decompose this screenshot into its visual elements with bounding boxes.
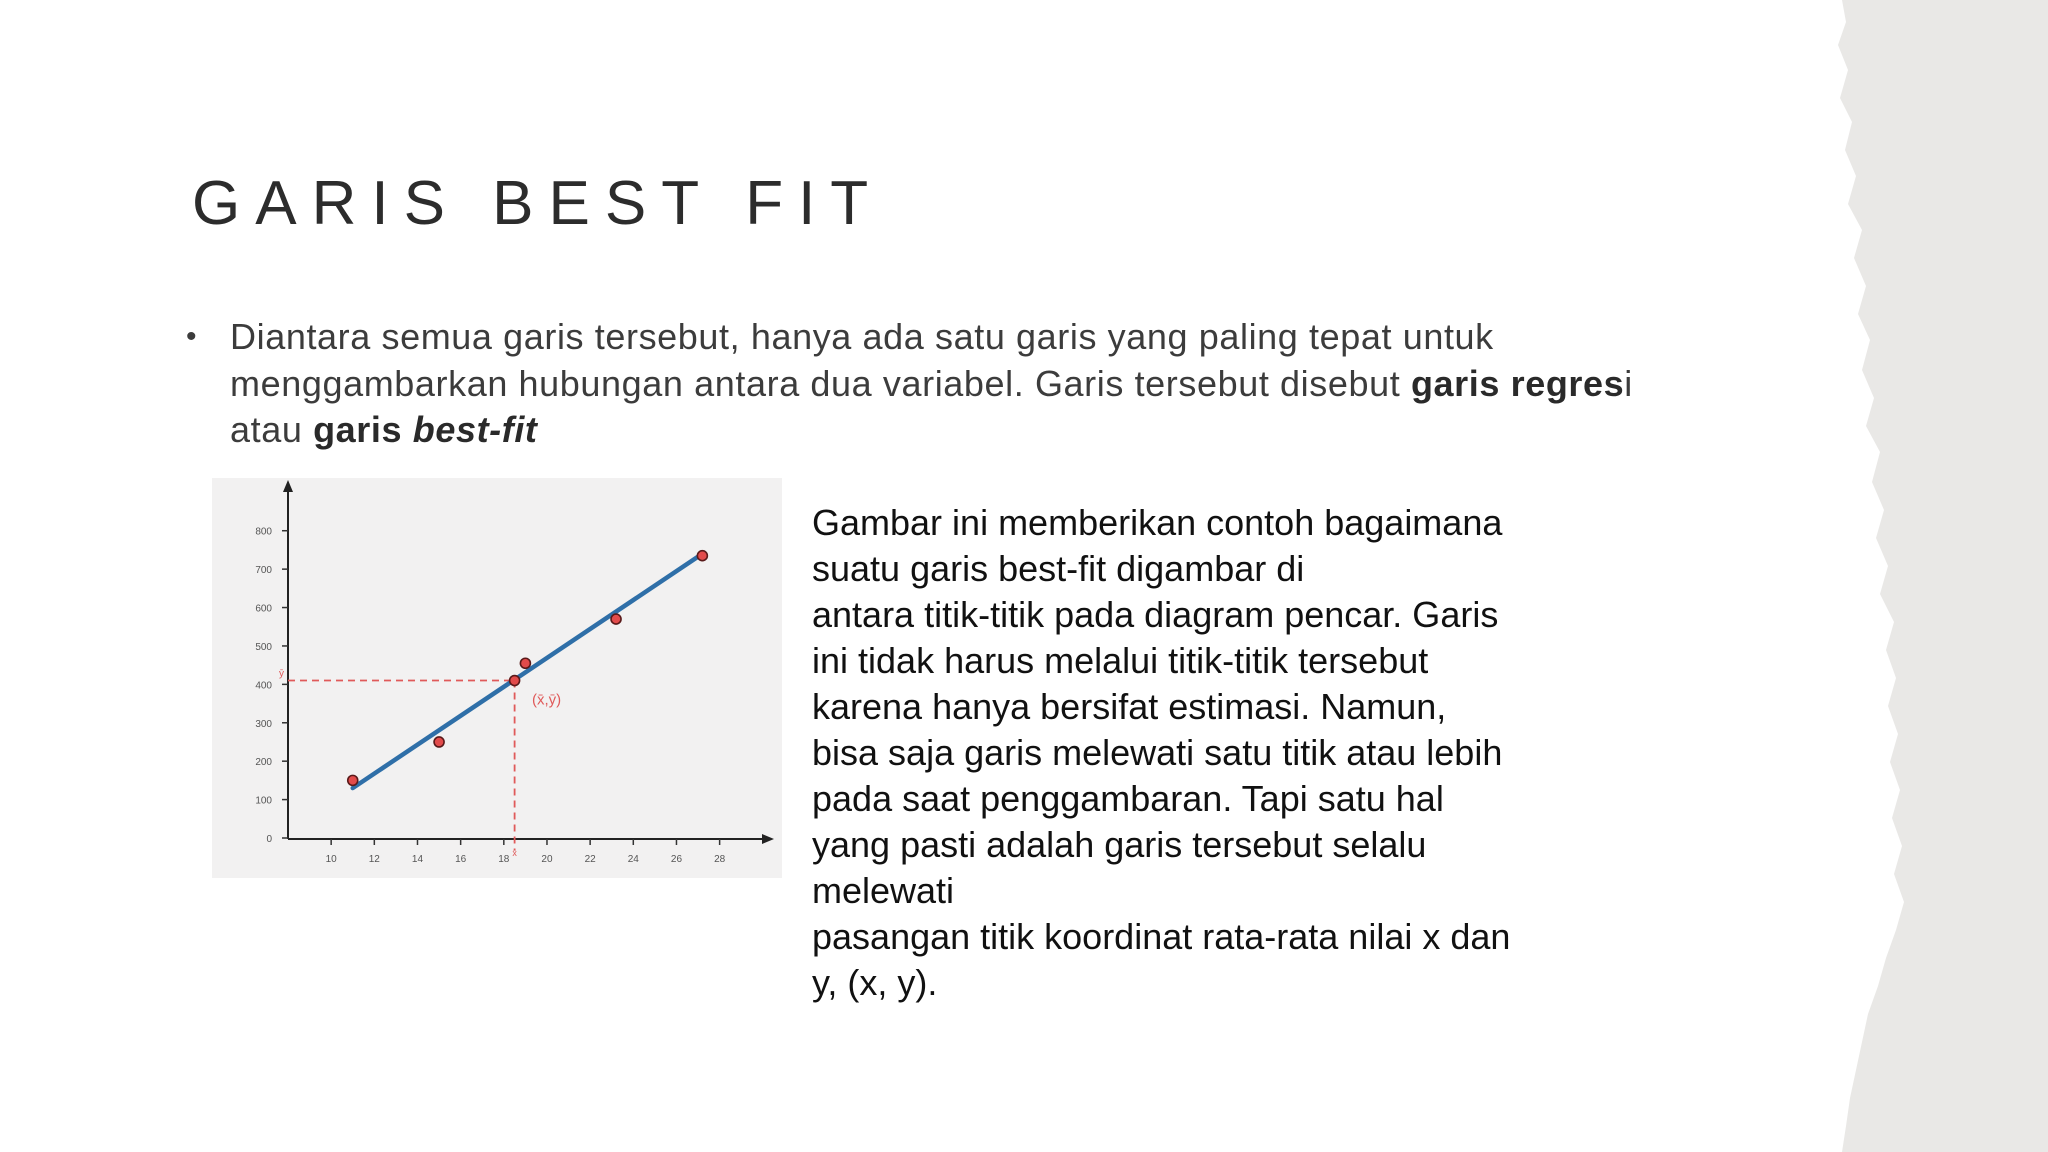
description-line: antara titik-titik pada diagram pencar. Garis [812, 594, 1499, 635]
description-line: yang pasti adalah garis tersebut selalu [812, 824, 1427, 865]
mean-point-label: (x̄,ȳ) [532, 691, 562, 709]
y-tick-label: 300 [255, 718, 272, 730]
bullet-line-2-text: menggambarkan hubungan antara dua variabel. Garis tersebut disebut [230, 362, 1411, 404]
bullet-line-2-suffix: i [1624, 362, 1633, 404]
bullet-line-1: Diantara semua garis tersebut, hanya ada satu garis yang paling tepat untuk [230, 316, 1494, 357]
y-mean-label: ȳ [279, 668, 284, 680]
data-point [611, 614, 621, 624]
term-garis-regresi: garis regres [1410, 362, 1625, 404]
y-tick-label: 600 [255, 603, 272, 615]
x-tick-label: 26 [670, 854, 683, 865]
scatter-chart [212, 478, 782, 878]
y-tick-label: 400 [255, 680, 272, 692]
bullet-text [230, 314, 1806, 454]
term-best-fit: best-fit [412, 409, 538, 450]
slide-title: GARIS BEST FIT [192, 169, 884, 238]
description-paragraph [812, 500, 1572, 1006]
x-tick-label: 18 [498, 854, 510, 865]
y-axis-arrow [283, 480, 293, 492]
description-line: ini tidak harus melalui titik-titik tersebut [812, 640, 1429, 681]
y-tick-label: 200 [255, 757, 272, 769]
x-tick-label: 16 [455, 854, 467, 865]
description-line: suatu garis best-fit digambar di [812, 548, 1305, 589]
description-line: pada saat penggambaran. Tapi satu hal [812, 778, 1444, 819]
description-line: melewati [812, 870, 955, 911]
bullet-line-3 [230, 407, 1806, 454]
y-tick-label: 0 [266, 834, 272, 845]
x-tick-label: 24 [627, 854, 639, 865]
term-garis: garis [313, 409, 413, 450]
bullet-paragraph [186, 314, 1806, 454]
scatter-chart-svg [212, 478, 782, 878]
description-line: bisa saja garis melewati satu titik atau lebih [812, 732, 1503, 773]
description-line: y, (x, y). [812, 962, 938, 1003]
data-point [434, 737, 444, 747]
x-tick-label: 22 [584, 854, 596, 865]
data-point [510, 676, 520, 686]
y-tick-label: 100 [255, 795, 272, 807]
x-tick-label: 20 [541, 854, 553, 865]
description-line: Gambar ini memberikan contoh bagaimana [812, 502, 1503, 543]
bullet-line-3-text: atau [230, 409, 314, 450]
x-tick-label: 14 [411, 854, 424, 865]
data-point [520, 658, 530, 668]
x-tick-label: 12 [368, 854, 380, 865]
bullet-symbol: • [186, 320, 197, 353]
x-mean-label: x̄ [512, 848, 517, 858]
best-fit-line [353, 554, 703, 788]
x-tick-label: 28 [714, 854, 726, 865]
description-line: karena hanya bersifat estimasi. Namun, [812, 686, 1447, 727]
bullet-line-2 [230, 361, 1806, 408]
x-tick-label: 10 [325, 854, 337, 865]
data-point [697, 551, 707, 561]
y-tick-label: 800 [255, 526, 272, 538]
y-tick-label: 500 [255, 641, 272, 653]
description-line: pasangan titik koordinat rata-rata nilai x dan [812, 916, 1511, 957]
data-point [348, 775, 358, 785]
y-tick-label: 700 [255, 565, 272, 577]
x-axis-arrow [762, 834, 774, 844]
